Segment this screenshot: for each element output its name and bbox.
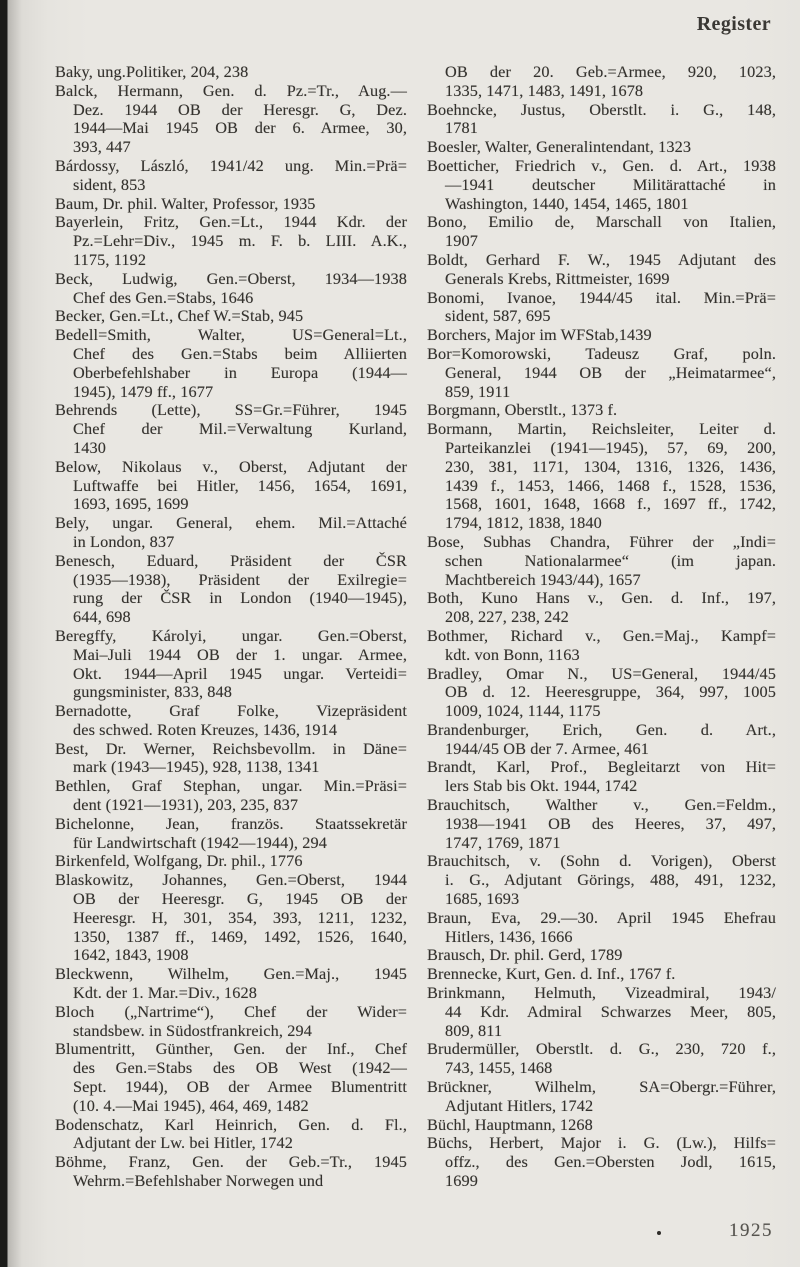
index-entry-line: des Gen.=Stabs des OB West (1942— [73, 1058, 407, 1078]
index-entry-line: Mai–Juli 1944 OB der 1. ungar. Armee, [73, 644, 407, 664]
index-entry-line: Best, Dr. Werner, Reichsbevollm. in Däne= [55, 738, 407, 758]
index-entry [427, 909, 776, 947]
index-entry [55, 157, 407, 195]
index-entry-line: 44 Kdr. Admiral Schwarzes Meer, 805, [445, 1001, 776, 1021]
index-entry-line: Okt. 1944—April 1945 ungar. Verteidi= [73, 663, 407, 683]
index-entry-line: 208, 227, 238, 242 [445, 607, 569, 627]
index-entry-line: (10. 4.—Mai 1945), 464, 469, 1482 [73, 1095, 309, 1115]
index-entry-line: offz., des Gen.=Obersten Jodl, 1615, [445, 1152, 776, 1172]
index-entry-line: Brausch, Dr. phil. Gerd, 1789 [427, 945, 623, 965]
index-entry-line: Boetticher, Friedrich v., Gen. d. Art., 1938 [427, 155, 776, 175]
index-entry [427, 101, 776, 139]
index-entry-line: 644, 698 [73, 607, 131, 627]
index-entry-line: 393, 447 [73, 137, 131, 157]
index-entry [427, 665, 776, 721]
index-entry-line: Bono, Emilio de, Marschall von Italien, [427, 212, 776, 232]
index-entry-line: Bormann, Martin, Reichsleiter, Leiter d. [427, 419, 776, 439]
index-entry [55, 777, 407, 815]
index-entry-line: Balck, Hermann, Gen. d. Pz.=Tr., Aug.— [55, 80, 407, 100]
index-entry-line: 230, 381, 1171, 1304, 1316, 1326, 1436, [445, 456, 776, 476]
index-entry-line: Chef der Mil.=Verwaltung Kurland, [73, 419, 407, 439]
index-entry-line: Parteikanzlei (1941—1945), 57, 69, 200, [445, 437, 776, 457]
index-entry [427, 946, 776, 965]
index-entry [55, 458, 407, 514]
index-entry-line: Adjutant der Lw. bei Hitler, 1742 [73, 1133, 293, 1153]
index-entry-line: Brudermüller, Oberstlt. d. G., 230, 720 f., [427, 1039, 776, 1059]
index-entry-line: Chef des Gen.=Stabs beim Alliierten [73, 343, 407, 363]
index-entry-line: 1568, 1601, 1648, 1668 f., 1697 ff., 1742, [445, 494, 776, 514]
index-entry-line: Bethlen, Graf Stephan, ungar. Min.=Präsi= [55, 776, 407, 796]
index-entry-line: Boesler, Walter, Generalintendant, 1323 [427, 137, 692, 157]
index-entry-line: Generals Krebs, Rittmeister, 1699 [445, 268, 670, 288]
index-entry-line: Wehrm.=Befehlshaber Norwegen und [73, 1171, 324, 1191]
index-entry-line: OB der 20. Geb.=Armee, 920, 1023, [445, 62, 776, 81]
index-columns [55, 63, 776, 1191]
index-entry-line: Becker, Gen.=Lt., Chef W.=Stab, 945 [55, 306, 304, 326]
index-entry [55, 270, 407, 308]
index-entry [55, 307, 407, 326]
index-entry [427, 157, 776, 213]
index-entry-line: Braun, Eva, 29.—30. April 1945 Ehefrau [427, 907, 776, 927]
index-entry-line: in London, 837 [73, 531, 175, 551]
index-entry-line: 1944/45 OB der 7. Armee, 461 [445, 738, 650, 758]
index-entry-line: 1439 f., 1453, 1466, 1468 f., 1528, 1536, [445, 475, 776, 495]
index-entry-line: kdt. von Bonn, 1163 [445, 644, 580, 664]
index-entry [427, 420, 776, 533]
index-column-right [427, 63, 776, 1191]
index-entry [55, 195, 407, 214]
index-entry-line: sident, 587, 695 [445, 306, 551, 326]
index-entry [427, 1040, 776, 1078]
index-entry [427, 721, 776, 759]
index-entry-line: standsbew. in Südostfrankreich, 294 [73, 1020, 312, 1040]
index-entry-line: Bernadotte, Graf Folke, Vizepräsident [55, 701, 407, 721]
index-entry-line: rung der ČSR in London (1940—1945), [73, 588, 407, 608]
index-entry [55, 1003, 407, 1041]
index-entry-line: Heeresgr. H, 301, 354, 393, 1211, 1232, [73, 907, 407, 927]
index-entry-line: 1175, 1192 [73, 249, 147, 269]
index-entry-line: 859, 1911 [445, 381, 511, 401]
index-entry-line: 1685, 1693 [445, 889, 520, 909]
index-entry-line: Baum, Dr. phil. Walter, Professor, 1935 [55, 193, 316, 213]
index-entry-line: Luftwaffe bei Hitler, 1456, 1654, 1691, [73, 475, 407, 495]
index-entry [55, 1116, 407, 1154]
index-entry [427, 401, 776, 420]
index-entry-line: Bárdossy, László, 1941/42 ung. Min.=Prä= [55, 155, 407, 175]
index-entry-line: 1747, 1769, 1871 [445, 832, 561, 852]
index-entry-line: Kdt. der 1. Mar.=Div., 1628 [73, 983, 258, 1003]
index-entry-line: 1642, 1843, 1908 [73, 945, 189, 965]
index-entry-line: 809, 811 [445, 1020, 503, 1040]
index-entry [427, 627, 776, 665]
index-entry-line: 1938—1941 OB des Heeres, 37, 497, [445, 813, 776, 833]
index-entry-line: Brandenburger, Erich, Gen. d. Art., [427, 719, 776, 739]
index-entry-line: Borgmann, Oberstlt., 1373 f. [427, 400, 618, 420]
index-entry-line: 1794, 1812, 1838, 1840 [445, 513, 602, 533]
index-entry-line: Pz.=Lehr=Div., 1945 m. F. b. LIII. A.K., [73, 231, 407, 251]
index-entry-line: Büchl, Hauptmann, 1268 [427, 1114, 593, 1134]
index-entry-line: —1941 deutscher Militärattaché in [445, 174, 776, 194]
index-entry-line: Bradley, Omar N., US=General, 1944/45 [427, 663, 776, 683]
index-entry [427, 852, 776, 908]
index-entry [427, 251, 776, 289]
index-entry-line: Bodenschatz, Karl Heinrich, Gen. d. Fl., [55, 1114, 407, 1134]
index-entry [55, 82, 407, 157]
index-entry [427, 965, 776, 984]
index-entry-line: schen Nationalarmee“ (im japan. [445, 550, 776, 570]
index-entry-line: Brandt, Karl, Prof., Begleitarzt von Hit= [427, 757, 776, 777]
index-entry-line: 1335, 1471, 1483, 1491, 1678 [445, 80, 644, 100]
index-entry-line: Bloch („Nartrime“), Chef der Wider= [55, 1001, 407, 1021]
index-entry-line: Hitlers, 1436, 1666 [445, 926, 573, 946]
index-entry [427, 796, 776, 852]
page-number: 1925 [729, 1220, 773, 1241]
index-entry [427, 345, 776, 401]
index-entry [55, 1040, 407, 1115]
index-entry-line: Böhme, Franz, Gen. der Geb.=Tr., 1945 [55, 1152, 407, 1172]
index-entry [427, 1116, 776, 1135]
index-entry [55, 1153, 407, 1191]
index-entry-line: 1009, 1024, 1144, 1175 [445, 701, 601, 721]
index-entry [427, 1078, 776, 1116]
index-entry [55, 965, 407, 1003]
index-entry-line: Bleckwenn, Wilhelm, Gen.=Maj., 1945 [55, 964, 407, 984]
index-entry [55, 852, 407, 871]
index-entry-line: Brauchitsch, Walther v., Gen.=Feldm., [427, 795, 776, 815]
index-entry-line: i. G., Adjutant Görings, 488, 491, 1232, [445, 870, 776, 890]
index-entry-line: Chef des Gen.=Stabs, 1646 [73, 287, 254, 307]
index-entry-line: 1699 [445, 1171, 478, 1191]
index-entry [55, 627, 407, 702]
index-entry-line: Bayerlein, Fritz, Gen.=Lt., 1944 Kdr. der [55, 212, 407, 232]
index-entry [55, 514, 407, 552]
index-entry-line: Brauchitsch, v. (Sohn d. Vorigen), Oberst [427, 851, 776, 871]
index-entry [427, 138, 776, 157]
index-column-left [55, 63, 407, 1191]
index-entry [55, 815, 407, 853]
index-entry-line: 1907 [445, 231, 478, 251]
index-entry-line: Washington, 1440, 1454, 1465, 1801 [445, 193, 689, 213]
index-entry-line: Benesch, Eduard, Präsident der ČSR [55, 550, 407, 570]
index-entry-line: Brückner, Wilhelm, SA=Obergr.=Führer, [427, 1077, 776, 1097]
index-entry-line: Baky, ung.Politiker, 204, 238 [55, 62, 249, 81]
index-entry-line: (1935—1938), Präsident der Exilregie= [73, 569, 407, 589]
index-entry [55, 213, 407, 269]
index-entry-line: 1693, 1695, 1699 [73, 494, 189, 514]
index-entry [427, 63, 776, 101]
index-entry-line: OB d. 12. Heeresgruppe, 364, 997, 1005 [445, 682, 776, 702]
index-entry-line: Birkenfeld, Wolfgang, Dr. phil., 1776 [55, 851, 303, 871]
index-entry-line: Büchs, Herbert, Major i. G. (Lw.), Hilfs= [427, 1133, 776, 1153]
index-entry [427, 326, 776, 345]
index-entry-line: 1945), 1479 ff., 1677 [73, 381, 214, 401]
index-entry-line: Blumentritt, Günther, Gen. der Inf., Chef [55, 1039, 407, 1059]
index-entry-line: Bothmer, Richard v., Gen.=Maj., Kampf= [427, 625, 776, 645]
index-entry-line: Sept. 1944), OB der Armee Blumentritt [73, 1077, 407, 1097]
index-entry-line: Oberbefehlshaber in Europa (1944— [73, 362, 407, 382]
index-entry-line: Bely, ungar. General, ehem. Mil.=Attaché [55, 513, 407, 533]
index-entry [55, 871, 407, 965]
index-entry-line: sident, 853 [73, 174, 146, 194]
index-entry-line: Boldt, Gerhard F. W., 1945 Adjutant des [427, 249, 776, 269]
index-entry-line: 743, 1455, 1468 [445, 1058, 553, 1078]
index-entry-line: Bose, Subhas Chandra, Führer der „Indi= [427, 531, 776, 551]
index-entry-line: gungsminister, 833, 848 [73, 682, 233, 702]
index-entry-line: Beregffy, Károlyi, ungar. Gen.=Oberst, [55, 625, 407, 645]
index-entry-line: lers Stab bis Okt. 1944, 1742 [445, 776, 638, 796]
index-entry-line: Bonomi, Ivanoe, 1944/45 ital. Min.=Prä= [427, 287, 776, 307]
index-entry [55, 740, 407, 778]
index-entry-line: Bichelonne, Jean, französ. Staatssekretär [55, 813, 407, 833]
index-entry-line: 1944—Mai 1945 OB der 6. Armee, 30, [73, 118, 407, 138]
index-entry [427, 1134, 776, 1190]
index-entry-line: 1430 [73, 437, 106, 457]
index-entry-line: Blaskowitz, Johannes, Gen.=Oberst, 1944 [55, 870, 407, 890]
index-entry-line: Both, Kuno Hans v., Gen. d. Inf., 197, [427, 588, 776, 608]
index-entry-line: OB der Heeresgr. G, 1945 OB der [73, 889, 407, 909]
index-entry-line: 1781 [445, 118, 478, 138]
index-entry-line: für Landwirtschaft (1942—1944), 294 [73, 832, 327, 852]
index-entry [427, 984, 776, 1040]
index-entry-line: Brinkmann, Helmuth, Vizeadmiral, 1943/ [427, 983, 776, 1003]
index-entry-line: Behrends (Lette), SS=Gr.=Führer, 1945 [55, 400, 407, 420]
index-entry [55, 552, 407, 627]
index-entry [427, 289, 776, 327]
index-entry [55, 326, 407, 401]
index-entry [55, 401, 407, 457]
index-entry-line: Boehncke, Justus, Oberstlt. i. G., 148, [427, 99, 776, 119]
index-entry-line: mark (1943—1945), 928, 1138, 1341 [73, 757, 320, 777]
index-entry [427, 589, 776, 627]
index-entry [55, 63, 407, 82]
index-entry [427, 533, 776, 589]
index-entry-line: Brennecke, Kurt, Gen. d. Inf., 1767 f. [427, 964, 676, 984]
index-entry [55, 702, 407, 740]
index-entry-line: Below, Nikolaus v., Oberst, Adjutant der [55, 456, 407, 476]
index-entry-line: 1350, 1387 ff., 1469, 1492, 1526, 1640, [73, 926, 407, 946]
index-entry [427, 758, 776, 796]
index-entry-line: Bedell=Smith, Walter, US=General=Lt., [55, 325, 407, 345]
index-entry-line: des schwed. Roten Kreuzes, 1436, 1914 [73, 719, 338, 739]
index-entry-line: Borchers, Major im WFStab,1439 [427, 325, 652, 345]
index-entry-line: Dez. 1944 OB der Heresgr. G, Dez. [73, 99, 407, 119]
index-entry-line: Beck, Ludwig, Gen.=Oberst, 1934—1938 [55, 268, 407, 288]
index-entry [427, 213, 776, 251]
index-entry-line: dent (1921—1931), 203, 235, 837 [73, 795, 299, 815]
index-entry-line: Bor=Komorowski, Tadeusz Graf, poln. [427, 343, 776, 363]
index-entry-line: Machtbereich 1943/44), 1657 [445, 569, 641, 589]
running-header: Register [696, 13, 771, 35]
index-entry-line: General, 1944 OB der „Heimatarmee“, [445, 362, 776, 382]
index-entry-line: Adjutant Hitlers, 1742 [445, 1095, 594, 1115]
